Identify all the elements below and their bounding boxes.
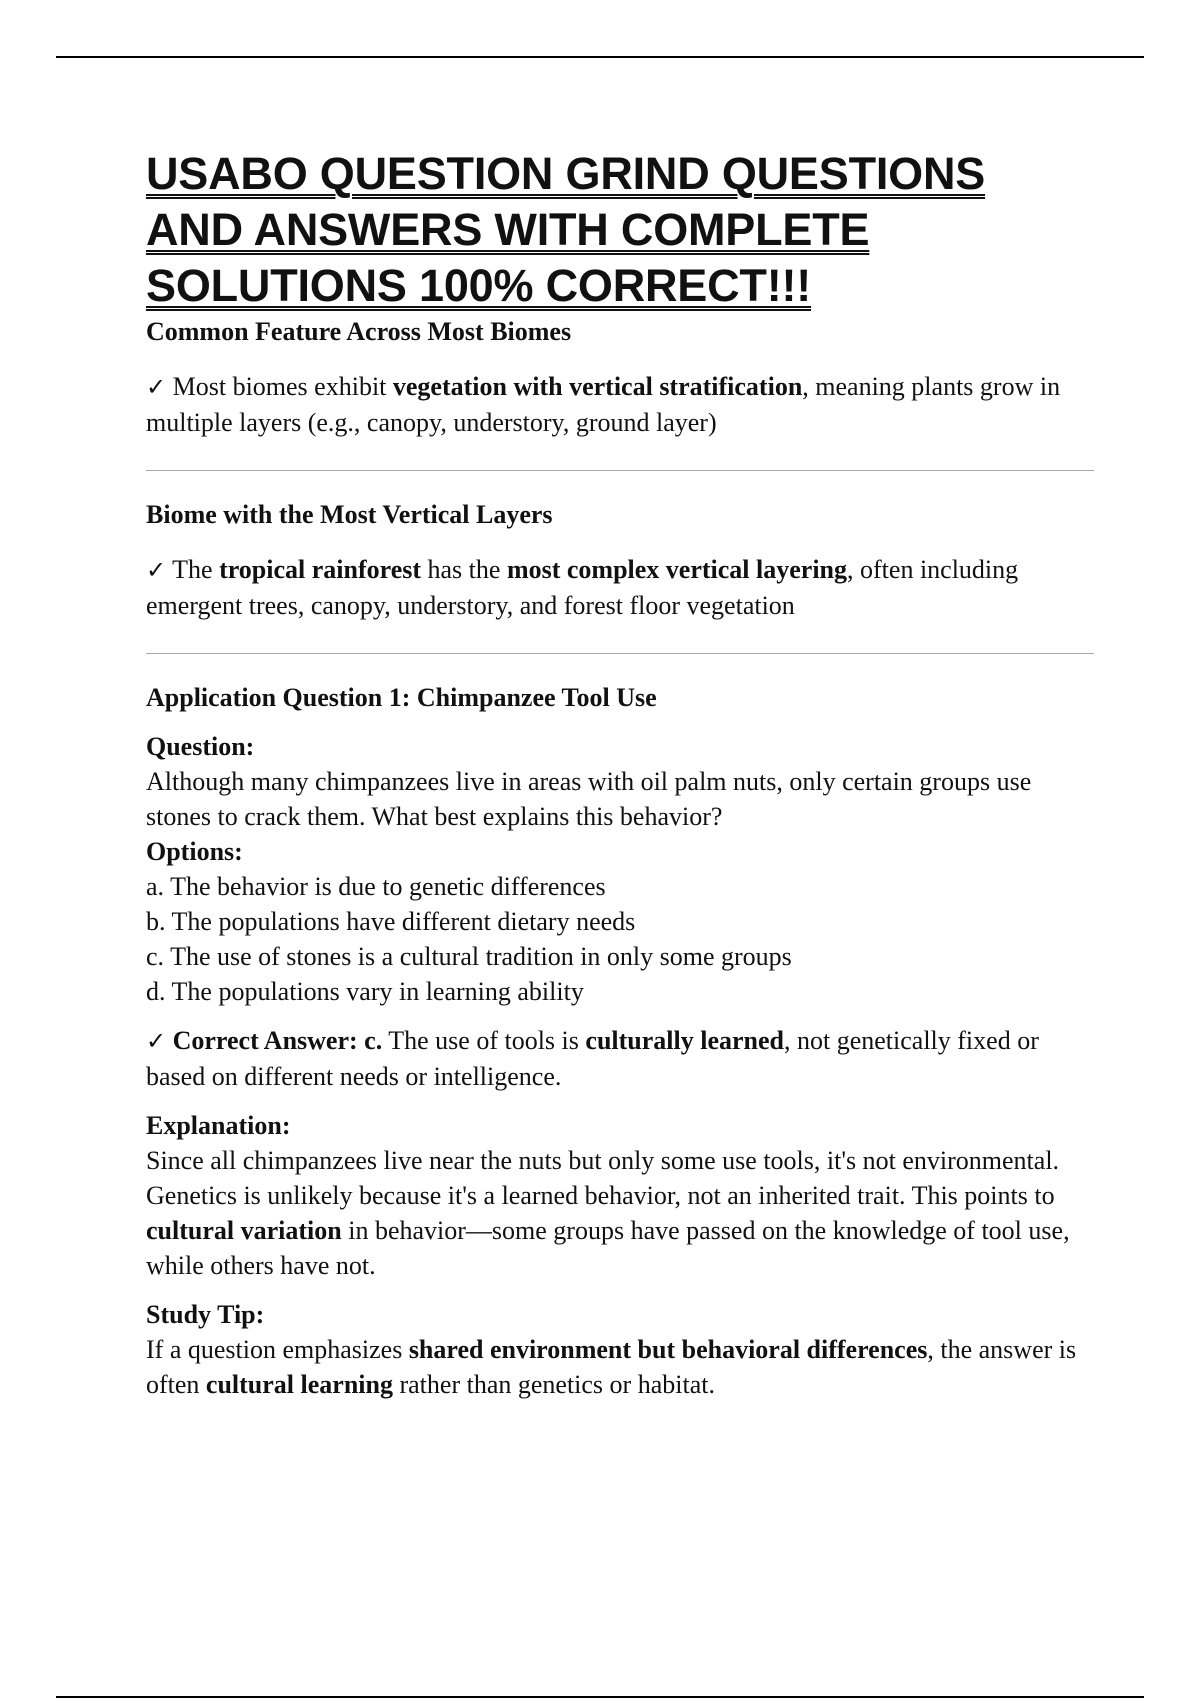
body-text: has the [421, 555, 507, 584]
question-label: Question: [146, 732, 255, 761]
body-text: , not genetically fixed or based on different needs or intelligence. [146, 1026, 1039, 1091]
body-text: rather than genetics or habitat. [392, 1370, 715, 1399]
bold-text: tropical rainforest [219, 555, 422, 584]
body-text: , meaning plants grow in multiple layers (e.g., canopy, understory, ground layer) [146, 372, 1061, 437]
title-line [146, 202, 1094, 258]
section-heading-vertical-layers: Biome with the Most Vertical Layers [146, 500, 553, 529]
option-a: a. The behavior is due to genetic differences [146, 872, 606, 901]
body-text: , the answer is often [146, 1335, 1077, 1399]
bottom-rule [56, 1696, 1144, 1698]
top-rule [56, 56, 1144, 58]
body-text: Since all chimpanzees live near the nuts but only some use tools, it's not environmental. Genetics is unlikely because it's a learned behavior, not an inherited trait. This points to [146, 1146, 1060, 1210]
body-text: Most biomes exhibit [166, 372, 393, 401]
body-text: The use of tools is [382, 1026, 586, 1055]
explanation-label: Explanation: [146, 1111, 291, 1140]
body-text: in behavior—some groups have passed on the knowledge of tool use, while others have not. [146, 1216, 1070, 1280]
body-text: If a question emphasizes [146, 1335, 409, 1364]
study-tip-label: Study Tip: [146, 1300, 265, 1329]
option-d: d. The populations vary in learning ability [146, 977, 584, 1006]
body-text: , often including emergent trees, canopy, understory, and forest floor vegetation [146, 555, 1019, 620]
section-heading-common-feature: Common Feature Across Most Biomes [146, 317, 572, 346]
explanation-text [146, 1143, 1094, 1283]
section-heading-application-question: Application Question 1: Chimpanzee Tool Use [146, 683, 657, 712]
document-body [146, 146, 1094, 1402]
bold-text: cultural learning [205, 1370, 393, 1399]
study-tip-text [146, 1332, 1094, 1402]
checkmark-icon: ✓ [146, 1027, 167, 1055]
section-divider [146, 470, 1094, 471]
checkmark-icon: ✓ [146, 373, 167, 401]
answer-label: Correct Answer: c. [166, 1026, 383, 1055]
section-body-common-feature [146, 369, 1094, 440]
title-line [146, 146, 1094, 202]
section-divider [146, 653, 1094, 654]
checkmark-icon: ✓ [146, 556, 167, 584]
bold-text: most complex vertical layering [506, 555, 848, 584]
option-c: c. The use of stones is a cultural tradition in only some groups [146, 942, 792, 971]
question-text: Although many chimpanzees live in areas with oil palm nuts, only certain groups use stones to crack them. What best explains this behavior? [146, 767, 1032, 831]
option-b: b. The populations have different dietary needs [146, 907, 636, 936]
bold-text: shared environment but behavioral differences [408, 1335, 928, 1364]
bold-text: culturally learned [585, 1026, 784, 1055]
options-label: Options: [146, 837, 243, 866]
title-text: AND ANSWERS WITH COMPLETE [146, 204, 870, 255]
document-title [146, 146, 1094, 314]
bold-text: cultural variation [146, 1216, 342, 1245]
title-text: USABO QUESTION GRIND QUESTIONS [146, 148, 986, 199]
title-line [146, 258, 1094, 314]
body-text: The [166, 555, 220, 584]
title-text: SOLUTIONS 100% CORRECT!!! [146, 260, 812, 311]
section-body-vertical-layers [146, 552, 1094, 623]
correct-answer [146, 1023, 1094, 1094]
bold-text: vegetation with vertical stratification [392, 372, 803, 401]
